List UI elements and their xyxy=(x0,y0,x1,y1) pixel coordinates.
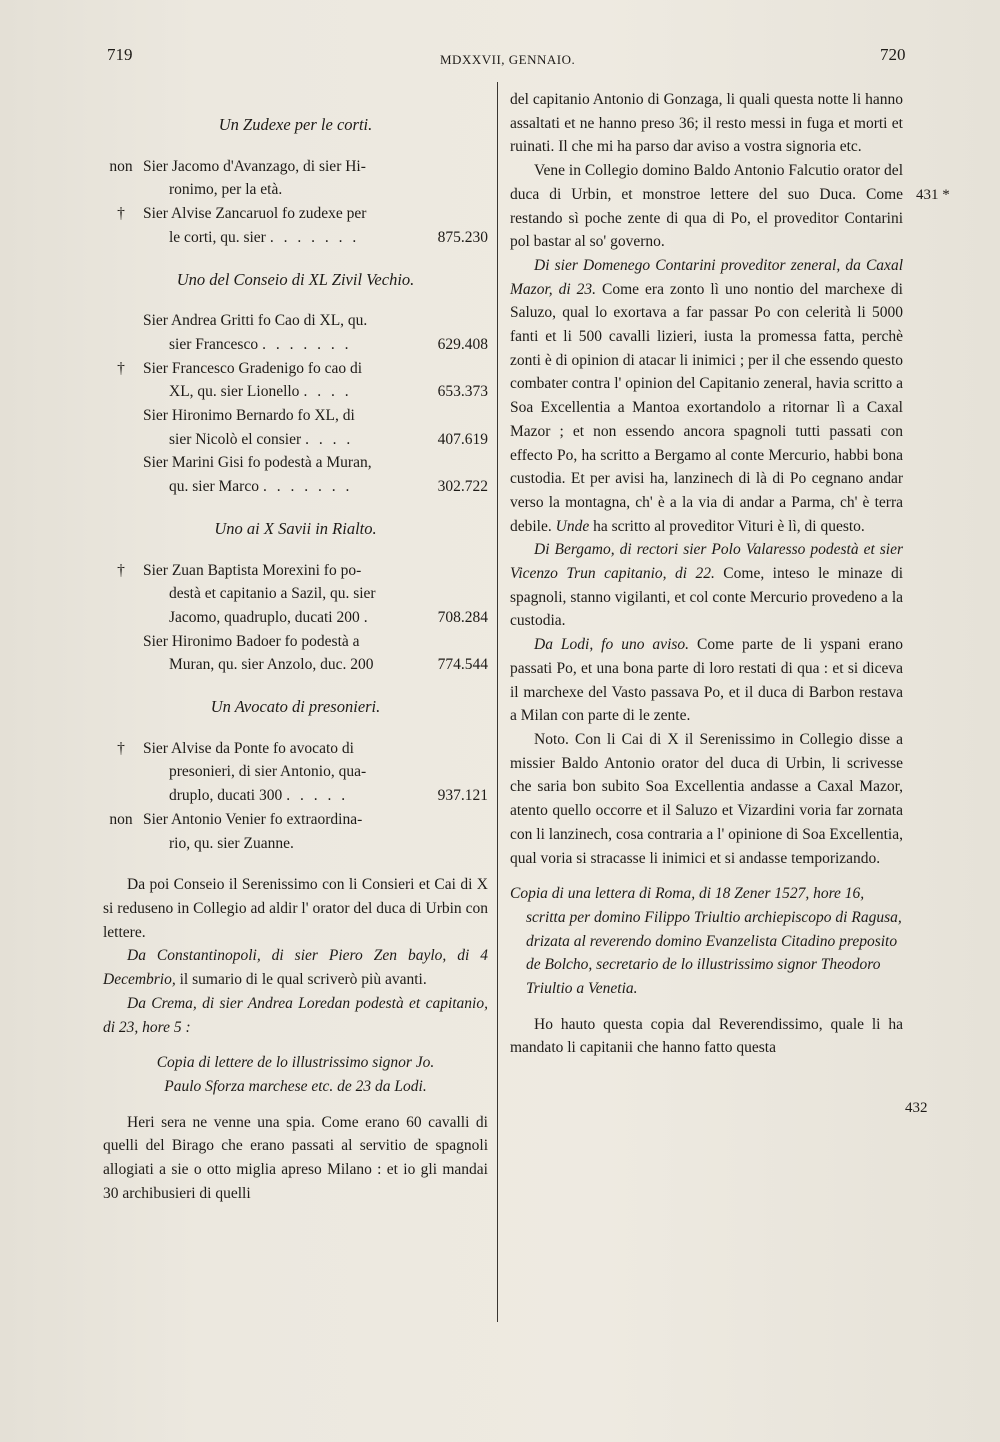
entry-line: Jacomo, quadruplo, ducati 200 xyxy=(169,608,360,626)
election-entry xyxy=(103,630,488,677)
entry-line: Sier Marini Gisi fo podestà a Muran, xyxy=(143,454,372,472)
section-title: Uno ai X Savii in Rialto. xyxy=(214,518,377,538)
entry-line: Sier Alvise Zancaruol fo zudexe per xyxy=(143,205,367,223)
column-divider xyxy=(497,82,498,1322)
entry-line: ronimo, per la età. xyxy=(169,181,283,199)
leader-dots: . . . . xyxy=(305,430,354,448)
paragraph: Di Bergamo, di rectori sier Polo Valaresso podestà et sier Vicenzo Trun capitanio, di 22. Come, inteso le minaze di spagnoli, stanno vigilanti, et col conte Mercurio provedeno a la custodia. xyxy=(510,541,903,630)
vote-count: 302.722 xyxy=(437,478,488,496)
entry-line: Sier Andrea Gritti fo Cao di XL, qu. xyxy=(143,312,368,330)
vote-count: 708.284 xyxy=(437,608,488,626)
paragraph: Heri sera ne venne una spia. Come erano 60 cavalli di quelli del Birago che erano passati al servitio de spagnoli allogiati a sie o otto miglia apreso Milano : et io gli mandai 30 archibusieri di quelli xyxy=(103,1113,488,1202)
right-column xyxy=(510,88,903,1060)
section-title: Un Zudexe per le corti. xyxy=(218,115,373,134)
entry-line: qu. sier Marco xyxy=(169,478,259,496)
entry-line: sier Francesco xyxy=(169,335,259,353)
letter-title: Copia di lettere de lo illustrissimo signor Jo. xyxy=(156,1054,435,1072)
right-page-number: 720 xyxy=(880,45,906,64)
election-entry xyxy=(103,808,488,855)
dispatch-heading: Da Crema, di sier Andrea Loredan podestà et capitanio, di 23, hore 5 : xyxy=(103,994,488,1036)
entry-line: sier Nicolò el consier xyxy=(169,430,302,448)
paragraph: Ho hauto questa copia dal Reverendissimo, quale li ha mandato li capitanii che hanno fatto questa xyxy=(510,1015,903,1057)
leader-dots: . . . . . . . xyxy=(269,228,360,246)
election-entry xyxy=(103,451,488,498)
dispatch-heading: Da Constantinopoli, di sier Piero Zen baylo, di 4 Decembrio, xyxy=(103,947,488,989)
election-entry xyxy=(103,404,488,451)
vote-count: 629.408 xyxy=(437,335,488,353)
vote-count: 407.619 xyxy=(437,430,488,448)
entry-line: Sier Alvise da Ponte fo avocato di xyxy=(143,739,354,757)
letter-title: Copia di una lettera di Roma, di 18 Zener 1527, hore 16, scritta per domino Filippo Triultio archiepiscopo di Ragusa, drizata al reverendo domino Evanzelista Citadino preposito de Bolcho, secretario de lo illustrissimo signor Theodoro Triultio a Venetia. xyxy=(510,885,902,998)
dagger-mark: † xyxy=(117,561,125,579)
entry-line: Sier Zuan Baptista Morexini fo po- xyxy=(143,561,362,579)
entry-line: Sier Hironimo Bernardo fo XL, di xyxy=(143,407,355,425)
election-entry xyxy=(103,155,488,202)
entry-mark: non xyxy=(109,810,133,828)
leader-dots: . . . . . . . xyxy=(262,478,353,496)
left-page-number: 719 xyxy=(107,45,133,64)
entry-mark: non xyxy=(109,157,133,175)
paragraph: del capitanio Antonio di Gonzaga, li quali questa notte li hanno assaltati et ne hanno preso 36; il resto messi in fuga et morti et ruinati. Il che mi ha parso dar aviso a vostra signoria etc. xyxy=(510,91,903,156)
margin-number-432: 432 xyxy=(905,1100,928,1116)
dispatch-heading: Di sier Domenego Contarini proveditor zeneral, da Caxal Mazor, di 23. xyxy=(510,256,903,298)
left-column xyxy=(103,113,488,1205)
paragraph: Da poi Conseio il Serenissimo con li Consieri et Cai di X si reduseno in Collegio ad aldir l' orator del duca di Urbin con lettere. xyxy=(103,876,488,941)
vote-count: 875.230 xyxy=(437,228,488,246)
running-header: MDXXVII, GENNAIO. xyxy=(440,52,576,67)
election-entry xyxy=(103,559,488,630)
leader-dots: . . . . . xyxy=(286,787,349,805)
entry-line: rio, qu. sier Zuanne. xyxy=(169,834,294,852)
entry-line: Sier Antonio Venier fo extraordina- xyxy=(143,810,363,828)
dagger-mark: † xyxy=(117,359,125,377)
dispatch-heading: Da Lodi, fo uno aviso. xyxy=(534,636,690,654)
entry-line: presonieri, di sier Antonio, qua- xyxy=(169,763,367,781)
vote-count: 653.373 xyxy=(437,383,488,401)
election-entry xyxy=(103,309,488,356)
election-entry xyxy=(103,737,488,808)
margin-number-431: 431 * xyxy=(916,187,950,203)
leader-dots: . xyxy=(363,608,371,626)
vote-count: 774.544 xyxy=(437,656,488,674)
entry-line: destà et capitanio a Sazil, qu. sier xyxy=(169,585,376,603)
paragraph: Noto. Con li Cai di X il Serenissimo in Collegio disse a missier Baldo Antonio orator del duca di Urbin, li scrivesse che saria bon subito Soa Excellentia andasse a Caxal Mazor, atento quello occorre et il Saluzo et Vizardini voria far zornata con li lanzinech, cosa contraria a l' opinione di Soa Excellentia, qual voria si stracasse li inimici et si andasse temporizando. xyxy=(510,730,903,867)
paragraph: Da Constantinopoli, di sier Piero Zen baylo, di 4 Decembrio, il sumario di le qual scriverò più avanti. xyxy=(103,947,488,989)
section-title: Uno del Conseio di XL Zivil Vechio. xyxy=(176,269,415,289)
entry-line: Sier Francesco Gradenigo fo cao di xyxy=(143,359,363,377)
entry-line: Muran, qu. sier Anzolo, duc. 200 xyxy=(169,656,374,674)
dispatch-heading: Di Bergamo, di rectori sier Polo Valaresso podestà et sier Vicenzo Trun capitanio, di 22. xyxy=(510,541,903,583)
entry-line: Sier Jacomo d'Avanzago, di sier Hi- xyxy=(143,157,366,175)
paragraph: Di sier Domenego Contarini proveditor zeneral, da Caxal Mazor, di 23. Come era zonto lì uno nontio del marchexe di Saluzo, qual lo exortava a far passar Po con celerità li 5000 fanti et li 500 cavalli lizieri, iusta la promessa fatta, perchè zonti è di opinion di atacar li inimici ; per il che essendo questo combater contra l' opinion del Capitanio zeneral, havia scritto a Soa Excellentia a Mantoa exortandolo a ritornar lì a Caxal Mazor ; et non essendo ancora spagnoli tutti passati con effecto Po, ha scritto a Bergamo al conte Mercurio, habbi bona custodia. Et per avisi ha, lanzinech di là di Po cegnano andar verso la montagna, ch' è a la via di andar a Parma, ch' è terra debile. Unde ha scritto al proveditor Vituri è lì, di questo. xyxy=(510,256,903,535)
election-entry xyxy=(103,357,488,404)
entry-line: Sier Hironimo Badoer fo podestà a xyxy=(143,632,360,650)
leader-dots: . . . . . . . xyxy=(262,335,352,353)
leader-dots: . . . . xyxy=(303,383,352,401)
letter-title: Paulo Sforza marchese etc. de 23 da Lodi. xyxy=(164,1077,427,1095)
entry-line: druplo, ducati 300 xyxy=(169,787,283,805)
paragraph: Vene in Collegio domino Baldo Antonio Falcutio orator del duca di Urbin, et monstroe lettere del suo Duca. Come restando sì poche zente di qua di Po, el proveditor Contarini pol bastar al so' governo. xyxy=(510,162,903,251)
vote-count: 937.121 xyxy=(437,787,488,805)
entry-line: le corti, qu. sier xyxy=(169,228,266,246)
section-title: Un Avocato di presonieri. xyxy=(210,697,381,717)
dagger-mark: † xyxy=(117,205,125,223)
paragraph: Da Lodi, fo uno aviso. Come parte de li yspani erano passati Po, et una bona parte di loro restati di qua : et si diceva il marchexe del Vasto passava Po, et il duca di Barbon restava a Milan con parte di le zente. xyxy=(510,636,903,725)
dagger-mark: † xyxy=(117,739,125,757)
entry-line: XL, qu. sier Lionello xyxy=(169,383,300,401)
election-entry xyxy=(103,202,488,249)
